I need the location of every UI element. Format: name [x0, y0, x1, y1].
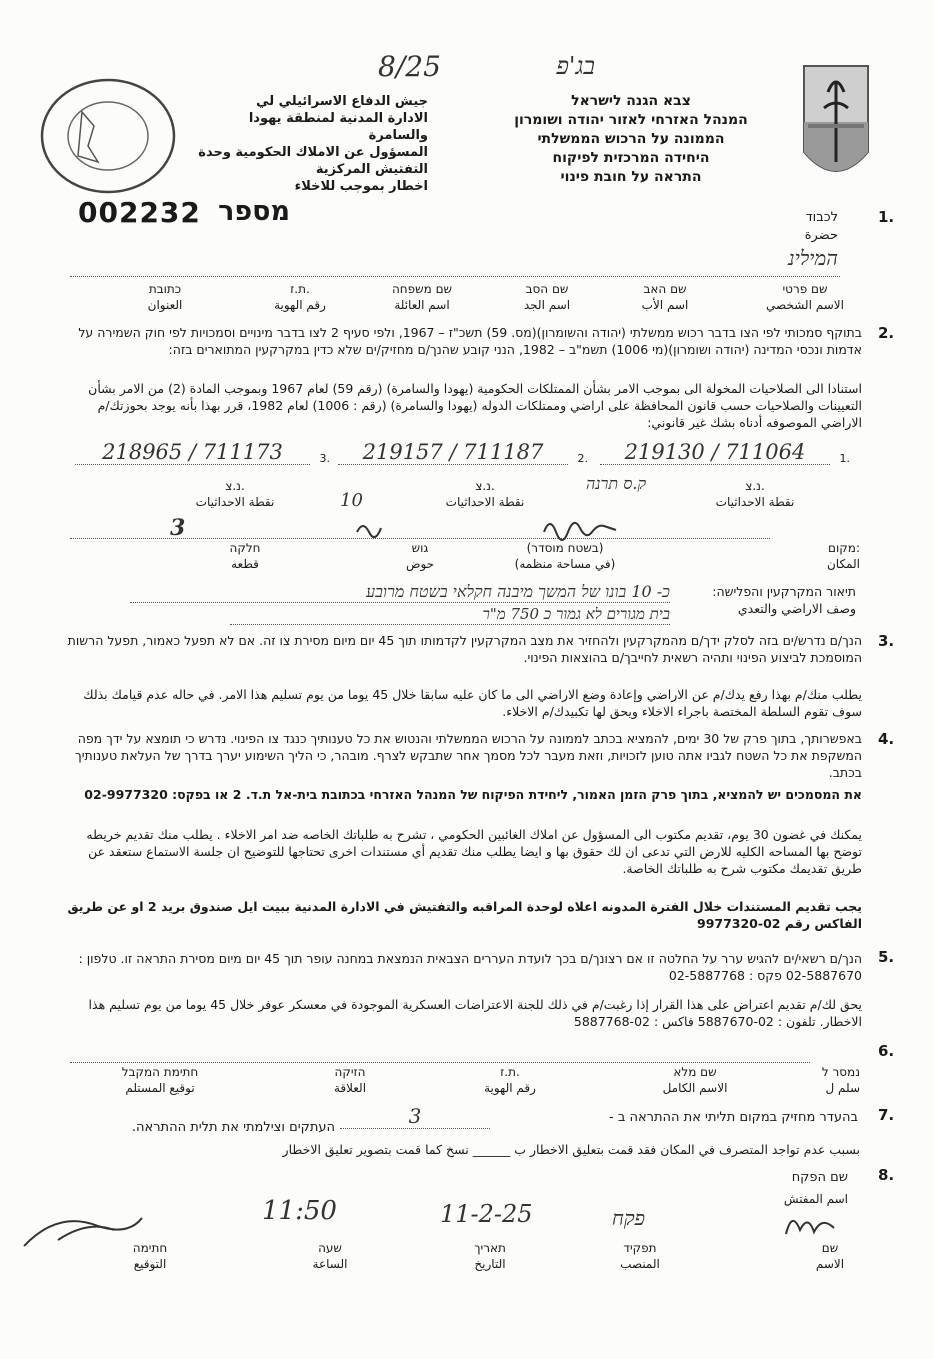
- recipient-columns: [70, 281, 860, 321]
- handwritten-role: פקח: [612, 1206, 646, 1230]
- handwritten-number: 10: [340, 490, 363, 511]
- coord-index: 3.: [319, 452, 330, 465]
- header-line: اخطار بموجب للاخلاء: [294, 179, 428, 194]
- coord-label: נ.צ.: [475, 479, 495, 493]
- coord-label-ar: نقطة الاحداثيات: [195, 495, 275, 509]
- to-label-ar: حضرة: [804, 228, 838, 243]
- section-7-hebrew-a: בהעדר מחזיק במקום תליתי את ההתראה ב -: [609, 1110, 858, 1125]
- col-label: שם משפחה: [391, 282, 453, 296]
- handwritten-parcel: 3: [170, 515, 186, 541]
- number-label: מספר: [218, 196, 290, 227]
- delivery-label: הזיקה: [334, 1065, 366, 1079]
- section-number: 1.: [878, 208, 895, 226]
- section-4-hebrew-bold: את המסמכים יש להמציא, בתוך פרק הזמן האמור, ליחידת הפיקוח של המנהל האזרחי בכתובת בית-אל ת.ד. 2 או בפקס: 02-9977320: [84, 787, 862, 802]
- section-2-hebrew: בתוקף סמכותי לפי הצו בדבר רכוש ממשלתי (יהודה והשומרון)(מס. 59) תשכ"ז – 1967, ולפי סעיף 2 לצו בדבר מינויים וסמכויות לפי חוק השמירה על אדמות ונכסי המדינה (יהודה ושומרון)(מי 1006) תשמ"ב – 1982, הנני קובע שהנך/ם מחזיק/ים שלא כדין במקרקעין המתוארים בזה:: [78, 325, 862, 357]
- coordinate-value: 219130 / 711064: [600, 440, 830, 465]
- col-label-ar: رقم الهوية: [274, 298, 326, 312]
- col-label-ar: العنوان: [147, 298, 183, 312]
- handwritten-mark: [355, 518, 385, 540]
- sign-label-ar: التاريخ: [474, 1257, 506, 1271]
- loc-label: (בשטח מוסדר): [526, 541, 604, 555]
- inspector-title-ar: اسم المفتش: [783, 1192, 848, 1206]
- section-3-arabic: يطلب منك/م بهذا رفع يدك/م عن الاراضي وإعادة وضع الاراضي الى ما كان عليه سابقا خلال 45 يوما من يوم تسليم هذا الامر. في حاله عدم قيامك بذلك سوف تقوم السلطة المختصة باجراء الاخلاء ويحق لها تكبيدك/م الاخلاء.: [83, 687, 862, 719]
- header-line: צבא הגנה לישראל: [571, 93, 691, 109]
- delivery-label-ar: العلاقة: [333, 1081, 367, 1095]
- sign-label: שם: [821, 1241, 839, 1255]
- header-line: المسؤول عن الاملاك الحكومية وحدة: [198, 145, 428, 160]
- sign-label: תאריך: [474, 1241, 506, 1255]
- section-number: 5.: [878, 948, 895, 966]
- coord-index: 1.: [839, 452, 850, 465]
- handwritten-date: 8/25: [378, 50, 441, 83]
- document-number: 002232: [78, 196, 201, 229]
- to-label: לכבוד: [805, 210, 838, 225]
- desc-label-ar: وصف الاراضي والتعدي: [737, 601, 856, 616]
- col-label-ar: اسم العائلة: [394, 298, 450, 312]
- delivery-label: שם מלא: [673, 1065, 717, 1079]
- description-handwritten: בית מגורים לא גמור כ 750 מ"ר: [230, 605, 670, 625]
- description-label: [696, 583, 856, 617]
- section-4-arabic-bold: يجب تقديم المستندات خلال الفترة المدونه اعلاه لوحدة المراقبه والتفتيش في الادارة المدنية ببيت ايل صندوق بريد 2 او عن طريق الفاكس رقم 02-9977320: [67, 899, 862, 931]
- loc-label-ar: حوض: [405, 557, 435, 571]
- signature-columns: [70, 1240, 860, 1276]
- loc-label: חלקה: [229, 541, 261, 555]
- section-number: 8.: [878, 1166, 895, 1184]
- section-number: 6.: [878, 1042, 895, 1060]
- section-number: 3.: [878, 632, 895, 650]
- sign-label-ar: الاسم: [815, 1257, 845, 1271]
- delivery-columns: [70, 1064, 860, 1100]
- section-number: 2.: [878, 324, 895, 342]
- sign-label-ar: الساعة: [312, 1257, 348, 1271]
- header-line: التفتيش المركزية: [315, 162, 428, 177]
- handwritten-code: בג'פ: [556, 52, 595, 80]
- coord-index: 2.: [577, 452, 588, 465]
- sign-label-ar: المنصب: [620, 1257, 660, 1271]
- delivery-label-ar: الاسم الكامل: [662, 1081, 728, 1095]
- delivery-label: ת.ז.: [500, 1065, 520, 1079]
- copies-count: 3: [340, 1104, 490, 1129]
- loc-label: גוש: [411, 541, 429, 555]
- arabic-header: [188, 93, 428, 195]
- col-label-ar: اسم الجد: [523, 298, 571, 312]
- delivery-label: חתימת המקבל: [121, 1065, 199, 1079]
- coordinates-row: [70, 440, 850, 480]
- sign-label: חתימה: [132, 1241, 168, 1255]
- section-7-arabic: بسبب عدم تواجد المتصرف في المكان فقد قمت بتعليق الاخطار ب ______ نسخ كما قمت بتصوير تعليق الاخطار: [282, 1142, 860, 1157]
- hebrew-header: [481, 92, 781, 187]
- handwritten-signature: [540, 512, 620, 542]
- coord-label: נ.צ.: [225, 479, 245, 493]
- header-line: המנהל האזרחי לאזור יהודה ושומרון: [514, 112, 748, 128]
- coord-label-ar: نقطة الاحداثيات: [715, 495, 795, 509]
- section-number: 4.: [878, 730, 895, 748]
- inspector-title: שם הפקח: [791, 1170, 848, 1185]
- coord-label: נ.צ.: [745, 479, 765, 493]
- col-label-ar: اسم الأب: [641, 298, 689, 312]
- location-line: [70, 538, 770, 539]
- official-seal: [38, 76, 178, 196]
- inspector-signature: [780, 1206, 840, 1242]
- section-5-hebrew: הנך/ם רשאי/ים להגיש ערר על החלטה זו אם רצונך/ם בכך לועדת העררים הצבאית הנמצאת במחנה עופר תוך 45 יום מיום מסירת התראה זו. טלפון : 02-5887670 פקס : 02-5887768: [78, 951, 862, 983]
- delivery-label-ar: رقم الهوية: [484, 1081, 536, 1095]
- desc-label-he: תיאור המקרקעין והפלישה:: [712, 584, 856, 599]
- sign-label-ar: التوقيع: [133, 1257, 167, 1271]
- section-4-arabic: يمكنك في غضون 30 يوم، تقديم مكتوب الى المسؤول عن املاك الغائبين الحكومي ، تشرح به طلباتك الخاصه ضد امر الاخلاء . يطلب منك تقديم خريطه توضح بها المساحه الكليه للارض التي تدعى ان لك حقوق بها و ايضا يطلب منك تقديم أي مستندات اخرى تحتاجها للتوضيح ان جلسة الاستماع ستعقد عن طريق تقديمك مكتوب شرح به طلباتك الخاصة.: [86, 827, 862, 876]
- delivery-line: [70, 1062, 810, 1063]
- delivery-label-ar: سلم ل: [825, 1081, 860, 1095]
- location-columns: [70, 540, 860, 576]
- coordinate-value: 219157 / 711187: [338, 440, 568, 465]
- loc-label-ar: (في مساحة منظمه): [514, 557, 616, 571]
- loc-label-ar: المكان: [826, 557, 860, 571]
- header-line: جيش الدفاع الاسرائيلي لي: [256, 94, 428, 109]
- section-number: 7.: [878, 1106, 895, 1124]
- loc-label-ar: قطعه: [231, 557, 259, 571]
- section-5-arabic: يحق لك/م تقديم اعتراض على هذا القرار إذا رغبت/م في ذلك للجنة الاعتراضات العسكرية الموجودة في معسكر عوفر خلال 45 يوما من يوم تسليم هذا الاخطار. تلفون : 02-5887670 فاكس : 02-5887768: [88, 997, 862, 1029]
- header-line: היחידה המרכזית לפיקוח: [552, 150, 710, 166]
- coord-label-ar: نقطة الاحداثيات: [445, 495, 525, 509]
- header-line: התראה על חובת פינוי: [560, 169, 702, 185]
- sign-label: שעה: [318, 1241, 342, 1255]
- description-handwritten: כ- 10 בונו של המשך מיבנה חקלאי בשטח מרובע: [130, 582, 670, 603]
- name-line: [70, 276, 840, 277]
- col-label: שם הסב: [525, 282, 569, 296]
- sign-label: תפקיד: [623, 1241, 657, 1255]
- section-7-hebrew-b: העתקים וצילמתי את תלית ההתראה.: [131, 1120, 335, 1135]
- handwritten-name: המילינ: [788, 246, 838, 270]
- header-line: הממונה על הרכוש הממשלתי: [537, 131, 725, 147]
- idf-emblem: [800, 62, 872, 190]
- handwritten-time: 11:50: [262, 1196, 337, 1226]
- section-4-hebrew: באפשרותך, בתוך פרק של 30 ימים, להמציא בכתב לממונה על הרכוש הממשלתי והנטוש את כל טענותיך כנגד צו הפינוי. נדרש כי תומצא על ידך מפה המשקפת את כל השטח לגביו אתה טוען לזכויות, וזאת מעבר לכל מסמך אחר שתבקש לצרף. מובהר, כי הליך השימוע יערך בדרך של העלאת טענותיך בכתב.: [75, 731, 862, 780]
- col-label: שם פרטי: [782, 282, 828, 296]
- col-label: ת.ז.: [290, 282, 310, 296]
- section-2-arabic: استنادا الى الصلاحيات المخولة الى بموجب الامر بشأن الممتلكات الحكومية (يهودا والسامرة) (رقم 59) لعام 1967 وبموجب المادة (2) من الامر بشأن التعيينات والصلاحيات حسب قانون المحافظة على اراضي وممتلكات الدوله (يهودا والسامرة) (رقم : 1006) لعام 1982، قرر بهذا بأنه يوجد بحوزتك/م الاراضي الموصوفه أدناه بشك غير قانوني:: [88, 381, 862, 430]
- loc-label: מקום:: [828, 541, 860, 555]
- col-label: שם האב: [643, 282, 687, 296]
- col-label-ar: الاسم الشخصي: [766, 298, 844, 312]
- header-line: الادارة المدنية لمنطقة يهودا والسامرة: [248, 111, 428, 143]
- delivery-label: נמסר ל: [821, 1065, 860, 1079]
- handwritten-note: ק.ס תרנה: [585, 474, 646, 493]
- coordinate-labels: [70, 478, 850, 514]
- coordinate-value: 218965 / 711173: [75, 440, 310, 465]
- col-label: כתובת: [148, 282, 182, 296]
- delivery-label-ar: توقيع المستلم: [125, 1081, 195, 1095]
- handwritten-date: 11-2-25: [440, 1200, 533, 1228]
- section-3-hebrew: הנך/ם נדרש/ים בזה לסלק ידך/ם מהמקרקעין ולהחזיר את מצב המקרקעין לקדמותו תוך 45 יום מיום מסירת צו זה. אם לא תפעל כאמור, תפעל הרשות המוסמכת לביצוע הפינוי ותהיה רשאית לחייבך/ם בהוצאות הפינוי.: [67, 633, 862, 665]
